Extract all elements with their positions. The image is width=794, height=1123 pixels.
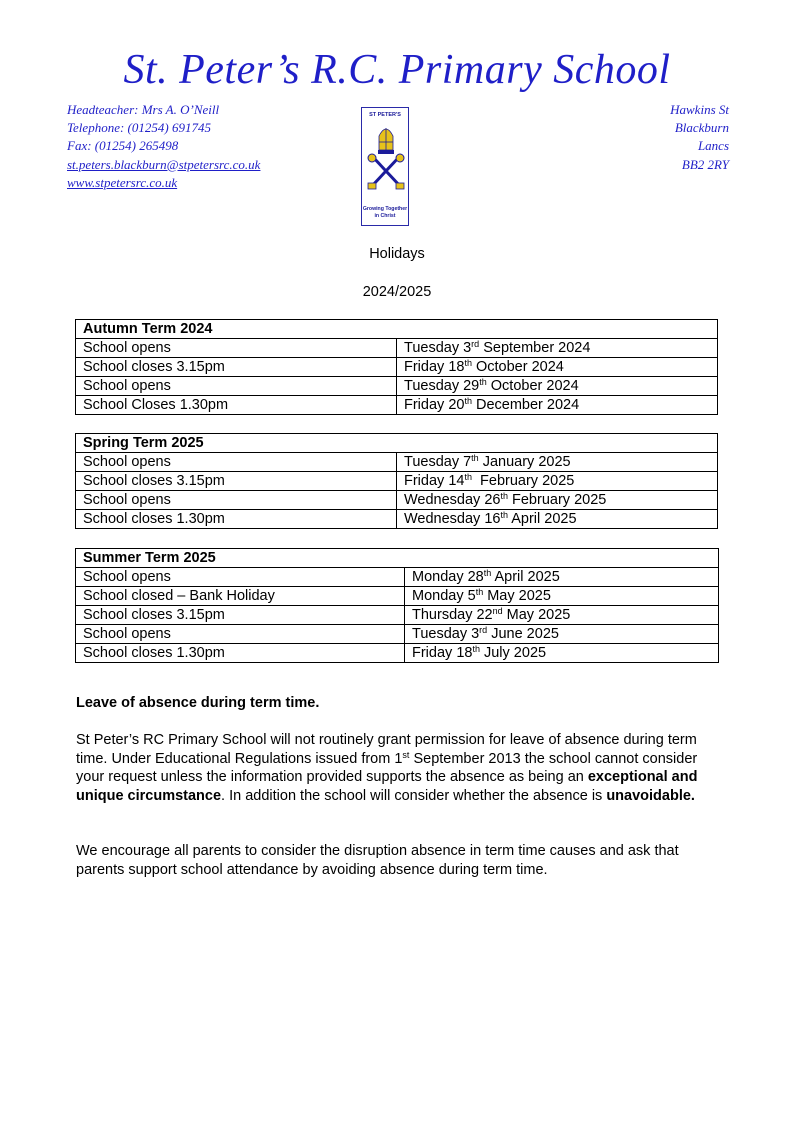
address-line: Blackburn <box>674 120 729 136</box>
event-cell: School Closes 1.30pm <box>76 396 397 415</box>
spring-term-table <box>75 433 718 529</box>
date-cell: Friday 18th October 2024 <box>397 358 718 377</box>
event-cell: School opens <box>76 453 397 472</box>
date-cell: Tuesday 7th January 2025 <box>397 453 718 472</box>
table-row <box>76 472 718 491</box>
event-cell: School closes 3.15pm <box>76 358 397 377</box>
academic-year: 2024/2025 <box>362 284 432 300</box>
term-heading: Autumn Term 2024 <box>76 320 718 339</box>
school-name: St. Peter’s R.C. Primary School <box>123 47 671 93</box>
event-cell: School opens <box>76 377 397 396</box>
crest-motto-line: in Christ <box>374 212 396 219</box>
table-row <box>76 568 719 587</box>
date-cell: Tuesday 3rd September 2024 <box>397 339 718 358</box>
fax-line: Fax: (01254) 265498 <box>67 138 179 154</box>
table-row <box>76 358 718 377</box>
date-cell: Wednesday 26th February 2025 <box>397 491 718 510</box>
term-heading: Summer Term 2025 <box>76 549 719 568</box>
table-row <box>76 510 718 529</box>
event-cell: School closes 1.30pm <box>76 510 397 529</box>
date-cell: Monday 28th April 2025 <box>405 568 719 587</box>
event-cell: School closes 1.30pm <box>76 644 405 663</box>
crest-motto <box>362 206 408 219</box>
date-cell: Friday 14th February 2025 <box>397 472 718 491</box>
event-cell: School opens <box>76 568 405 587</box>
crest-motto-line: Growing Together <box>362 206 408 212</box>
crossed-keys-mitre-icon <box>366 120 406 198</box>
policy-heading: Leave of absence during term time. <box>76 695 320 711</box>
telephone-line: Telephone: (01254) 691745 <box>67 120 211 136</box>
event-cell: School closed – Bank Holiday <box>76 587 405 606</box>
autumn-term-table <box>75 319 718 415</box>
school-address <box>670 101 729 174</box>
contact-details <box>67 101 260 192</box>
policy-paragraph: St Peter’s RC Primary School will not routinely grant permission for leave of absence during term time. Under Educational Regulations issued from 1st September 2013 the school cannot consider your request unless the information provided supports the absence as being an exceptional and unique circumstance. In addition the school will consider whether the absence is unavoidable. <box>76 732 698 804</box>
event-cell: School closes 3.15pm <box>76 472 397 491</box>
table-row <box>76 396 718 415</box>
emphasis-text: exceptional and unique circumstance <box>76 769 698 804</box>
date-cell: Wednesday 16th April 2025 <box>397 510 718 529</box>
school-crest-logo <box>361 107 409 226</box>
table-row <box>76 339 718 358</box>
term-heading: Spring Term 2025 <box>76 434 718 453</box>
date-cell: Tuesday 3rd June 2025 <box>405 625 719 644</box>
email-link[interactable]: st.peters.blackburn@stpetersrc.co.uk <box>67 156 261 172</box>
table-row <box>76 606 719 625</box>
date-cell: Tuesday 29th October 2024 <box>397 377 718 396</box>
summer-term-table <box>75 548 719 663</box>
address-line: Hawkins St <box>670 102 729 117</box>
address-line: Lancs <box>697 138 729 154</box>
table-row <box>76 625 719 644</box>
emphasis-text: unavoidable. <box>606 787 695 804</box>
table-row <box>76 644 719 663</box>
event-cell: School opens <box>76 625 405 644</box>
table-row <box>76 377 718 396</box>
date-cell: Friday 20th December 2024 <box>397 396 718 415</box>
table-row <box>76 453 718 472</box>
page-title: Holidays <box>369 246 425 262</box>
date-cell: Thursday 22nd May 2025 <box>405 606 719 625</box>
event-cell: School opens <box>76 339 397 358</box>
website-link[interactable]: www.stpetersrc.co.uk <box>67 174 178 190</box>
event-cell: School closes 3.15pm <box>76 606 405 625</box>
address-line: BB2 2RY <box>681 156 729 172</box>
table-row <box>76 491 718 510</box>
headteacher-line: Headteacher: Mrs A. O’Neill <box>67 102 220 117</box>
table-row <box>76 587 719 606</box>
event-cell: School opens <box>76 491 397 510</box>
date-cell: Friday 18th July 2025 <box>405 644 719 663</box>
date-cell: Monday 5th May 2025 <box>405 587 719 606</box>
policy-paragraph: We encourage all parents to consider the disruption absence in term time causes and ask that parents support school attendance by avoiding absence during term time. <box>76 843 679 878</box>
crest-top-text: ST PETER'S <box>369 112 401 118</box>
